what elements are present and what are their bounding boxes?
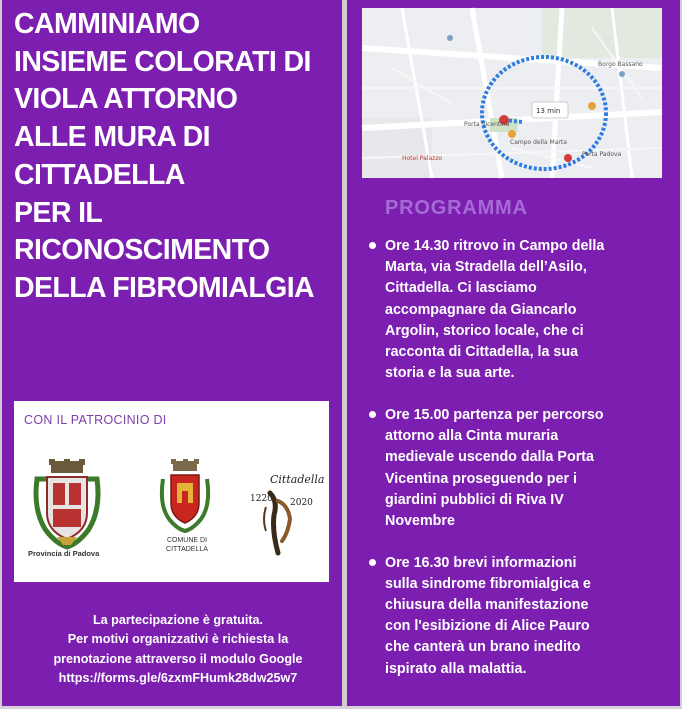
program-line: Cittadella. Ci lasciamo [385,280,537,297]
title-line: VIOLA ATTORNO [14,83,238,116]
program-line: medievale uscendo dalla Porta [385,449,594,466]
program-line: Ore 16.30 brevi informazioni [385,554,577,571]
bullet-icon [369,411,376,418]
map-label: Borgo Bassano [598,61,643,68]
bullet-icon [369,242,376,249]
title-line: CAMMINIAMO [14,8,200,40]
map-label: Porta Vicentina [464,121,510,128]
cittadella-caption-line: CITTADELLA [166,545,208,553]
program-line: Argolin, storico locale, che ci [385,322,584,339]
registration-link[interactable]: https://forms.gle/6zxmFHumk28dw25w7 [58,671,298,686]
program-line: Vicentina proseguendo per i [385,470,577,487]
footer-line: Per motivi organizzativi è richiesta la [67,632,289,647]
cittadella-caption-line: COMUNE DI [166,537,208,544]
program-line: che canterà un brano inedito [385,639,581,656]
program-item [366,553,666,680]
program-line: racconta di Cittadella, la sua [385,344,579,361]
title-line: INSIEME COLORATI DI [14,45,311,78]
provincia-padova-crest-icon [31,459,103,557]
program-line: con l'esibizione di Alice Pauro [385,618,590,635]
cittadella-800-years-logo-icon [248,471,325,556]
comune-cittadella-crest-icon [159,459,211,539]
title-line: ALLE MURA DI [14,121,210,154]
event-title [14,6,344,308]
program-line: storia e la sua arte. [385,365,515,382]
title-line: PER IL [14,196,103,229]
program-line: ispirato alla malattia. [385,660,527,677]
registration-info [14,611,342,689]
title-line: DELLA FIBROMIALGIA [14,271,315,304]
anniversary-year-end: 2020 [290,498,313,508]
program-line: Ore 14.30 ritrovo in Campo della [385,238,605,254]
title-line: CITTADELLA [14,158,185,191]
footer-line: La partecipazione è gratuita. [92,613,264,627]
route-time: 13 min [536,107,561,115]
cittadella-caption [152,537,222,554]
program-list [366,236,666,700]
program-line: giardini pubblici di Riva IV [385,491,564,508]
route-map[interactable] [362,8,662,178]
program-item [366,236,666,384]
program-line: Ore 15.00 partenza per percorso [385,406,604,423]
program-line: attorno alla Cinta muraria [385,428,559,445]
program-line: chiusura della manifestazione [385,597,589,614]
program-line: accompagnare da Giancarlo [385,301,577,318]
map-label: Porta Padova [582,151,622,158]
anniversary-script: Cittadella [270,473,325,486]
anniversary-year-start: 1220 [250,494,273,504]
program-item [366,405,666,532]
padova-caption: Provincia di Padova [28,549,100,558]
footer-line: prenotazione attraverso il modulo Google [53,651,303,666]
program-line: Novembre [385,512,455,529]
sponsor-label: CON IL PATROCINIO DI [24,413,167,427]
route-map-graphic [362,8,662,178]
program-line: sulla sindrome fibromialgica e [385,575,591,592]
program-title: PROGRAMMA [385,197,528,219]
title-line: RICONOSCIMENTO [14,234,270,267]
bullet-icon [369,559,376,566]
sponsor-box [14,401,329,582]
map-label: Campo della Marta [510,139,567,146]
map-label: Hotel Palazzo [402,155,443,162]
program-line: Marta, via Stradella dell’Asilo, [385,259,587,276]
